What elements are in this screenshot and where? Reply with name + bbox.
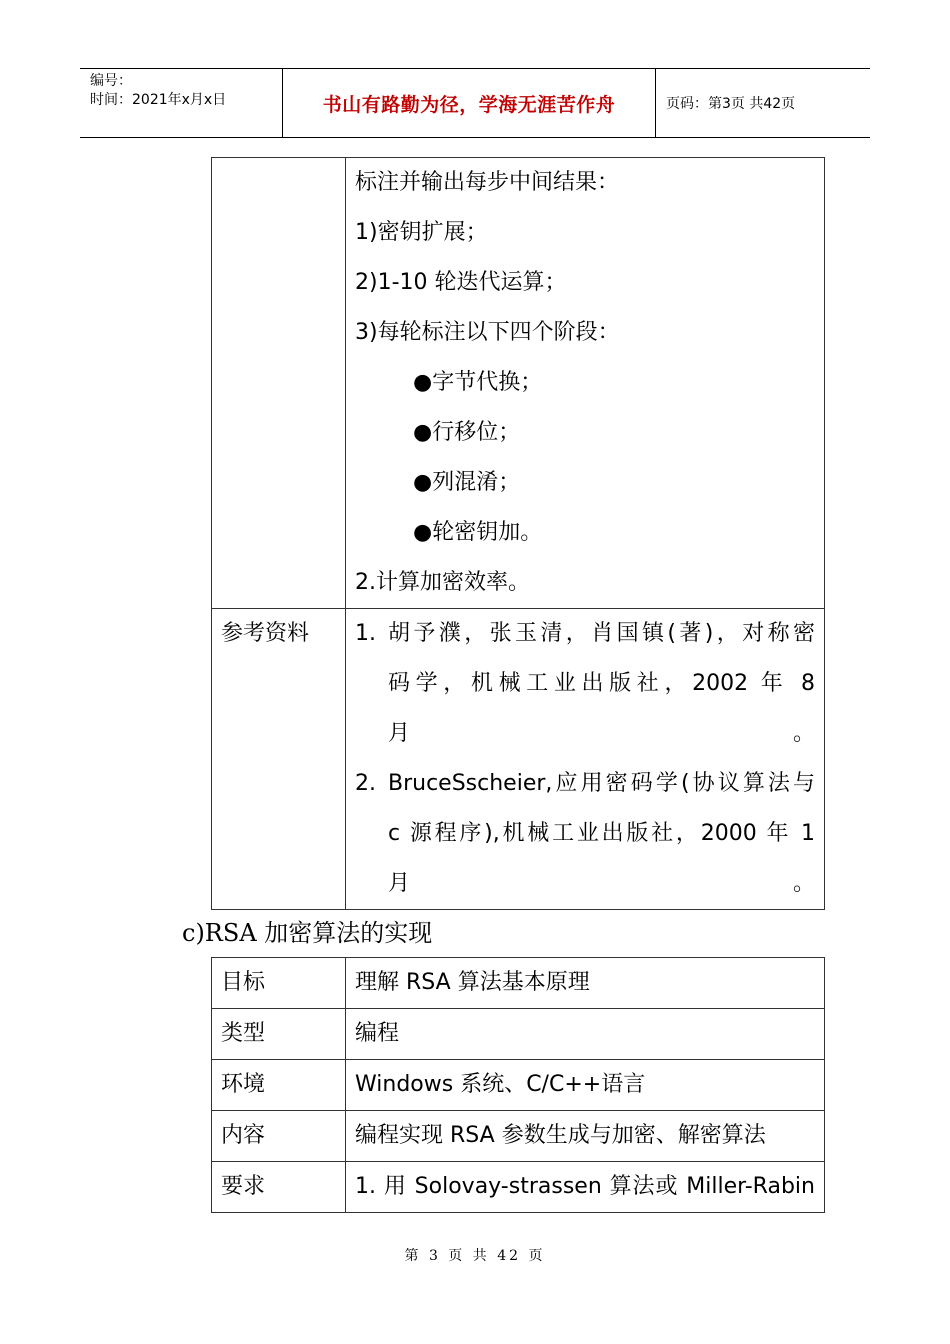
row-value: 编程实现 RSA 参数生成与加密、解密算法 <box>346 1111 825 1162</box>
section-title: c)RSA 加密算法的实现 <box>182 919 433 947</box>
reference-line: 月。 <box>388 721 815 746</box>
number-label: 编号： <box>90 73 132 89</box>
ref-label: 参考资料 <box>221 621 310 646</box>
content-line: 标注并输出每步中间结果： <box>355 170 620 195</box>
content-line: 2.计算加密效率。 <box>355 570 530 595</box>
content-line: 1)密钥扩展； <box>355 220 488 245</box>
table-row <box>212 1060 825 1111</box>
table-cell-content <box>346 158 825 609</box>
bullet-item: ●字节代换； <box>413 370 543 395</box>
content-line: 2)1-10 轮迭代运算； <box>355 270 567 295</box>
experiment-table-continued <box>211 157 825 910</box>
ref-label-cell <box>212 609 346 910</box>
row-label: 环境 <box>212 1060 346 1111</box>
bullet-item: ●列混淆； <box>413 470 521 495</box>
ref-content-cell <box>346 609 825 910</box>
reference-line: BruceSscheier,应用密码学(协议算法与 <box>388 771 815 796</box>
table-row <box>212 958 825 1009</box>
reference-line: 胡予濮，张玉清，肖国镇(著)，对称密 <box>388 621 815 646</box>
header-page-cell <box>656 69 870 137</box>
table-row <box>212 158 825 609</box>
header-page-info: 页码：第3页 共42页 <box>666 96 796 112</box>
reference-line: 月。 <box>388 871 815 896</box>
row-value: Windows 系统、C/C++语言 <box>346 1060 825 1111</box>
table-row <box>212 1009 825 1060</box>
table-cell-empty <box>212 158 346 609</box>
row-value: 理解 RSA 算法基本原理 <box>346 958 825 1009</box>
row-value: 1. 用 Solovay-strassen 算法或 Miller-Rabin <box>346 1162 825 1213</box>
reference-item <box>355 759 815 909</box>
reference-number: 2. <box>355 771 376 796</box>
header-motto-cell <box>282 69 656 137</box>
row-value: 编程 <box>346 1009 825 1060</box>
row-label: 要求 <box>212 1162 346 1213</box>
reference-item <box>355 609 815 759</box>
page-footer: 第 3 页 共 42 页 <box>404 1248 546 1264</box>
rsa-experiment-table <box>211 957 825 1213</box>
header-meta <box>80 69 282 137</box>
table-row <box>212 609 825 910</box>
table-row <box>212 1162 825 1213</box>
row-label: 目标 <box>212 958 346 1009</box>
bullet-item: ●行移位； <box>413 420 521 445</box>
reference-line: c 源程序),机械工业出版社，2000 年 1 <box>388 821 815 846</box>
content-line: 3)每轮标注以下四个阶段： <box>355 320 620 345</box>
bullet-item: ●轮密钥加。 <box>413 520 543 545</box>
table-row <box>212 1111 825 1162</box>
reference-number: 1. <box>355 621 376 646</box>
row-label: 内容 <box>212 1111 346 1162</box>
time-label: 时间：2021年x月x日 <box>90 92 227 108</box>
row-label: 类型 <box>212 1009 346 1060</box>
page-header <box>80 68 870 138</box>
header-motto: 书山有路勤为径，学海无涯苦作舟 <box>322 93 616 116</box>
reference-line: 码学，机械工业出版社，2002 年 8 <box>388 671 815 696</box>
